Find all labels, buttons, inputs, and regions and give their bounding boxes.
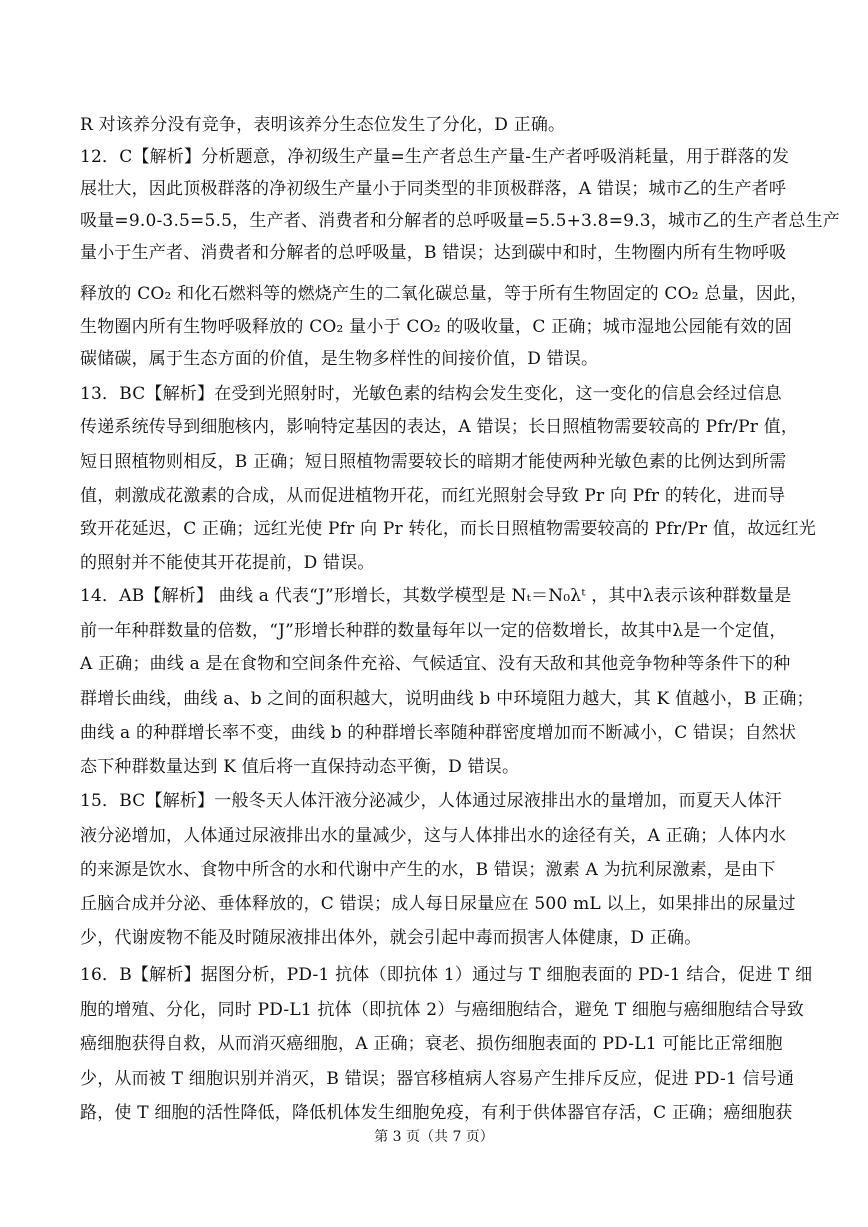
text-line: 的照射并不能使其开花提前，D 错误。	[80, 553, 375, 573]
text-line: 丘脑合成并分泌、垂体释放的，C 错误；成人每日尿量应在 500 mL 以上，如果排出的尿量过	[80, 894, 796, 914]
text-line: 少，从而被 T 细胞识别并消灭，B 错误；器官移植病人容易产生排斥反应，促进 PD-1 信号通	[80, 1069, 795, 1089]
text-line: 短日照植物则相反，B 正确；短日照植物需要较长的暗期才能使两种光敏色素的比例达到所需	[80, 452, 787, 472]
text-line: 吸量=9.0-3.5=5.5，生产者、消费者和分解者的总呼吸量=5.5+3.8=9.3，城市乙的生产者总生产	[80, 211, 840, 231]
text-line: 值，刺激成花激素的合成，从而促进植物开花，而红光照射会导致 Pr 向 Pfr 的转化，进而导	[80, 486, 786, 506]
text-line: 生物圈内所有生物呼吸释放的 CO₂ 量小于 CO₂ 的吸收量，C 正确；城市湿地公园能有效的固	[80, 317, 792, 337]
text-line: 前一年种群数量的倍数，“J”形增长种群的数量每年以一定的倍数增长，故其中λ是一个定值，	[80, 621, 787, 641]
text-line: 液分泌增加，人体通过尿液排出水的量减少，这与人体排出水的途径有关，A 正确；人体内水	[80, 826, 787, 846]
text-line: 路，使 T 细胞的活性降低，降低机体发生细胞免疫，有利于供体器官存活，C 正确；癌细胞获	[80, 1103, 793, 1123]
text-line: 12．C【解析】分析题意，净初级生产量=生产者总生产量-生产者呼吸消耗量，用于群落的发	[80, 147, 790, 167]
text-line: 传递系统传导到细胞核内，影响特定基因的表达，A 错误；长日照植物需要较高的 Pfr/Pr 值，	[80, 417, 799, 437]
text-line: 释放的 CO₂ 和化石燃料等的燃烧产生的二氧化碳总量，等于所有生物固定的 CO₂ 总量，因此，	[80, 284, 808, 304]
text-line: 展壮大，因此顶极群落的净初级生产量小于同类型的非顶极群落，A 错误；城市乙的生产者呼	[80, 179, 787, 199]
text-line: 致开花延迟，C 正确；远红光使 Pfr 向 Pr 转化，而长日照植物需要较高的 Pfr/Pr 值，故远红光	[80, 519, 817, 539]
text-line: 态下种群数量达到 K 值后将一直保持动态平衡，D 错误。	[80, 757, 520, 777]
text-line: 群增长曲线，曲线 a、b 之间的面积越大，说明曲线 b 中环境阻力越大，其 K 值越小，B 正确；	[80, 689, 814, 709]
text-line: A 正确；曲线 a 是在食物和空间条件充裕、气候适宜、没有天敌和其他竞争物种等条件下的种	[80, 654, 791, 674]
text-line: 15．BC【解析】一般冬天人体汗液分泌减少，人体通过尿液排出水的量增加，而夏天人体汗	[80, 791, 782, 811]
text-line: 胞的增殖、分化，同时 PD-L1 抗体（即抗体 2）与癌细胞结合，避免 T 细胞与癌细胞结合导致	[80, 1000, 805, 1020]
text-line: 16．B【解析】据图分析，PD-1 抗体（即抗体 1）通过与 T 细胞表面的 PD-1 结合，促进 T 细	[80, 965, 813, 985]
text-line: 曲线 a 的种群增长率不变，曲线 b 的种群增长率随种群密度增加而不断减小，C 错误；自然状	[80, 723, 797, 743]
text-line: 14．AB【解析】 曲线 a 代表“J”形增长，其数学模型是 Nₜ＝N₀λᵗ ，其中λ表示该种群数量是	[80, 586, 792, 606]
text-line: R 对该养分没有竞争，表明该养分生态位发生了分化，D 正确。	[80, 115, 566, 135]
page-footer: 第 3 页（共 7 页）	[374, 1129, 494, 1145]
text-line: 量小于生产者、消费者和分解者的总呼吸量，B 错误；达到碳中和时，生物圈内所有生物呼吸	[80, 243, 787, 263]
text-line: 13．BC【解析】在受到光照射时，光敏色素的结构会发生变化，这一变化的信息会经过信息	[80, 384, 782, 404]
text-line: 的来源是饮水、食物中所含的水和代谢中产生的水，B 错误；激素 A 为抗利尿激素，是由下	[80, 860, 776, 880]
text-line: 少，代谢废物不能及时随尿液排出体外，就会引起中毒而损害人体健康，D 正确。	[80, 928, 702, 948]
text-line: 碳储碳，属于生态方面的价值，是生物多样性的间接价值，D 错误。	[80, 349, 599, 369]
text-line: 癌细胞获得自救，从而消灭癌细胞，A 正确；衰老、损伤细胞表面的 PD-L1 可能比正常细胞	[80, 1034, 783, 1054]
